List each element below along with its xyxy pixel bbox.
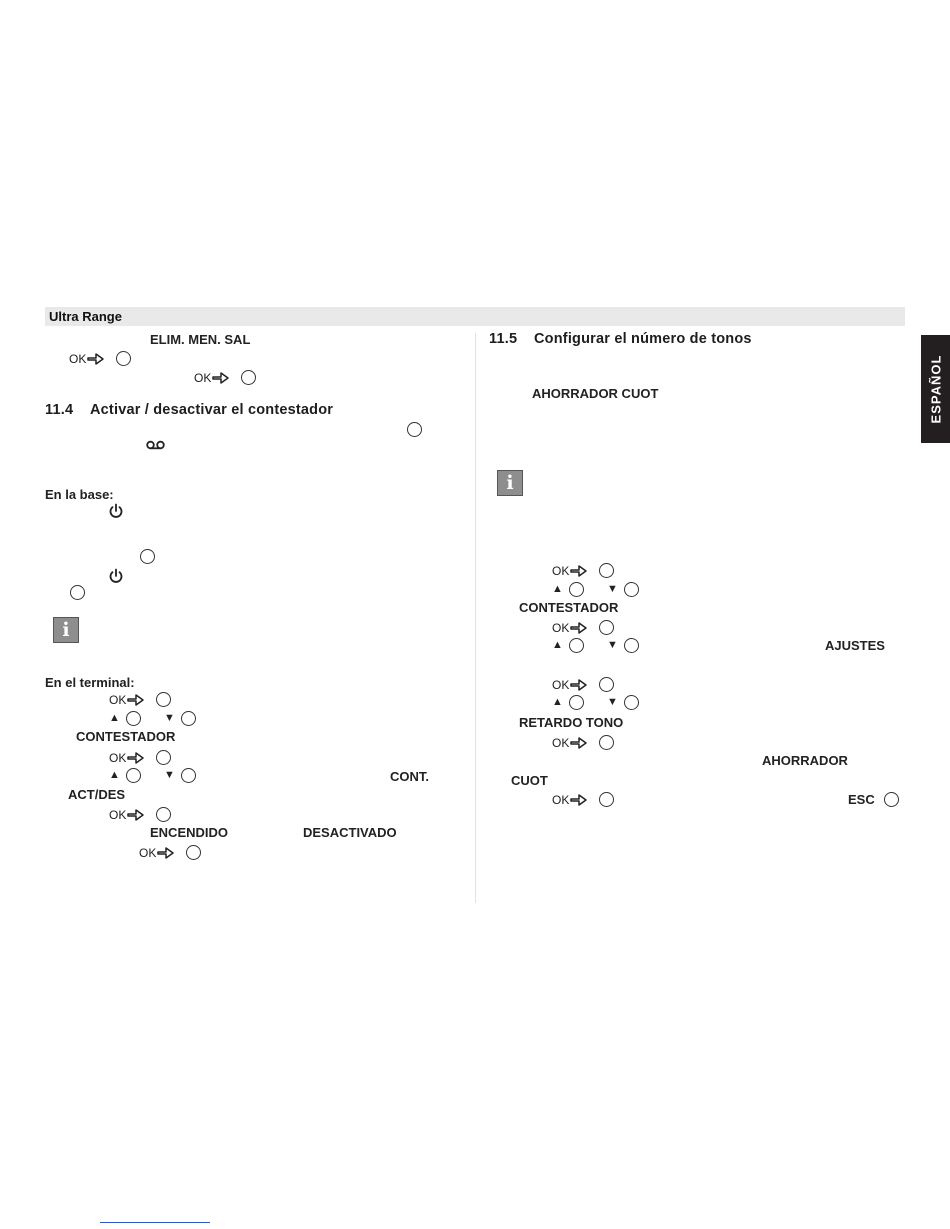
- key-circle-icon: [599, 620, 614, 635]
- up-arrow-icon: ▲: [109, 769, 120, 781]
- down-arrow-icon: ▼: [164, 769, 175, 781]
- terminal-heading: En el terminal:: [45, 675, 135, 690]
- ok-arrow-icon: [569, 677, 589, 693]
- key-circle-icon: [116, 351, 131, 366]
- contestador-label: CONTESTADOR: [519, 600, 619, 615]
- power-icon: [108, 568, 124, 584]
- key-circle-icon: [126, 711, 141, 726]
- ok-key: OK: [194, 370, 231, 386]
- ok-key: OK: [552, 677, 589, 693]
- section-11-4-heading: 11.4 Activar / desactivar el contestador: [45, 402, 334, 418]
- key-circle-icon: [569, 582, 584, 597]
- ok-key: OK: [552, 735, 589, 751]
- ok-arrow-icon: [126, 807, 146, 823]
- cont-label: CONT.: [390, 769, 429, 784]
- ok-arrow-icon: [126, 750, 146, 766]
- ok-arrow-icon: [569, 792, 589, 808]
- key-circle-icon: [126, 768, 141, 783]
- voicemail-icon: [146, 440, 165, 450]
- ahorrador-cuot-label: AHORRADOR CUOT: [532, 386, 659, 401]
- desactivado-label: DESACTIVADO: [303, 825, 397, 840]
- ok-arrow-icon: [569, 563, 589, 579]
- down-arrow-icon: ▼: [607, 696, 618, 708]
- cuot-label: CUOT: [511, 773, 548, 788]
- language-tab: [921, 335, 950, 443]
- key-circle-icon: [181, 711, 196, 726]
- ok-arrow-icon: [569, 735, 589, 751]
- ok-key: OK: [109, 750, 146, 766]
- key-circle-icon: [599, 677, 614, 692]
- key-circle-icon: [624, 695, 639, 710]
- contestador-label: CONTESTADOR: [76, 729, 176, 744]
- key-circle-icon: [599, 792, 614, 807]
- info-icon: i: [497, 470, 523, 496]
- down-arrow-icon: ▼: [607, 583, 618, 595]
- key-circle-icon: [624, 638, 639, 653]
- key-circle-icon: [599, 735, 614, 750]
- key-circle-icon: [569, 695, 584, 710]
- key-circle-icon: [156, 692, 171, 707]
- encendido-label: ENCENDIDO: [150, 825, 229, 840]
- key-circle-icon: [140, 549, 155, 564]
- ok-key: OK: [69, 351, 106, 367]
- key-circle-icon: [569, 638, 584, 653]
- ok-key: OK: [552, 792, 589, 808]
- power-icon: [108, 503, 124, 519]
- key-circle-icon: [186, 845, 201, 860]
- ok-arrow-icon: [126, 692, 146, 708]
- up-arrow-icon: ▲: [109, 712, 120, 724]
- key-circle-icon: [624, 582, 639, 597]
- info-icon: i: [53, 617, 79, 643]
- section-11-5-heading: 11.5 Configurar el número de tonos: [489, 331, 752, 347]
- ahorrador-label: AHORRADOR: [762, 753, 848, 768]
- up-arrow-icon: ▲: [552, 696, 563, 708]
- ok-arrow-icon: [86, 351, 106, 367]
- ok-key: OK: [139, 845, 176, 861]
- ajustes-label: AJUSTES: [825, 638, 885, 653]
- page-header-title: Ultra Range: [49, 309, 122, 324]
- up-arrow-icon: ▲: [552, 639, 563, 651]
- key-circle-icon: [181, 768, 196, 783]
- ok-key: OK: [552, 620, 589, 636]
- key-circle-icon: [407, 422, 422, 437]
- key-circle-icon: [884, 792, 899, 807]
- key-circle-icon: [599, 563, 614, 578]
- ok-key: OK: [109, 807, 146, 823]
- base-heading: En la base:: [45, 487, 114, 502]
- key-circle-icon: [156, 750, 171, 765]
- header-bar: [45, 307, 905, 326]
- up-arrow-icon: ▲: [552, 583, 563, 595]
- footer-line: [100, 1222, 210, 1223]
- esc-label: ESC: [848, 792, 875, 807]
- key-circle-icon: [70, 585, 85, 600]
- ok-arrow-icon: [211, 370, 231, 386]
- key-circle-icon: [241, 370, 256, 385]
- down-arrow-icon: ▼: [607, 639, 618, 651]
- ok-key: OK: [109, 692, 146, 708]
- language-tab-label: ESPAÑOL: [928, 354, 943, 424]
- ok-arrow-icon: [156, 845, 176, 861]
- column-divider: [475, 333, 476, 903]
- key-circle-icon: [156, 807, 171, 822]
- ok-key: OK: [552, 563, 589, 579]
- down-arrow-icon: ▼: [164, 712, 175, 724]
- ok-arrow-icon: [569, 620, 589, 636]
- retardo-tono-label: RETARDO TONO: [519, 715, 624, 730]
- elim-men-sal-label: ELIM. MEN. SAL: [150, 332, 251, 347]
- act-des-label: ACT/DES: [68, 787, 126, 802]
